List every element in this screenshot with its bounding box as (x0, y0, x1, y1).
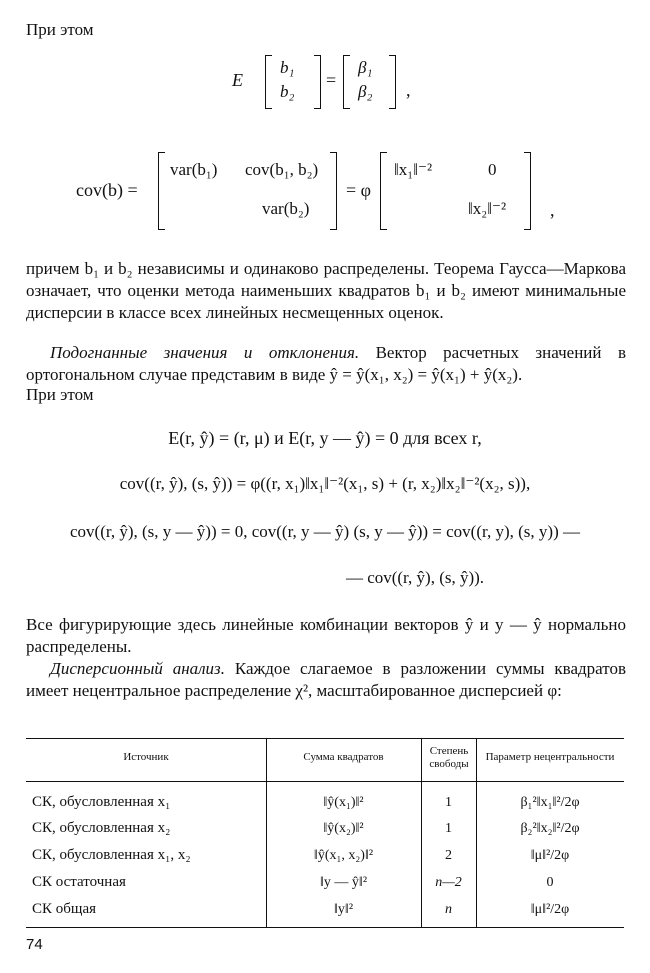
bracket-left (380, 152, 387, 230)
bracket-right (314, 55, 321, 109)
cell-df: n (445, 902, 452, 917)
paragraph-body: Вектор расчетных значений в ортогональном случае представим в виде ŷ = ŷ(x₁, x₂) = ŷ(x₁) + ŷ(x₂). (26, 343, 626, 384)
bracket-right (330, 152, 337, 230)
cell-param: ‖μ‖²/2φ (530, 848, 570, 863)
formula1-E: E (232, 70, 243, 90)
header-degrees-of-freedom: Степень свободы (429, 745, 469, 770)
page-number: 74 (26, 936, 43, 953)
formula1-eq: = (326, 70, 337, 90)
paragraph-normal: Все фигурирующие здесь линейные комбинации векторов ŷ и y — ŷ нормально распределены. (26, 615, 626, 656)
vec-right-2: β₂ (358, 82, 373, 101)
bracket-left (265, 55, 272, 109)
header-divider (26, 781, 624, 782)
bracket-right (389, 55, 396, 109)
cell-df: n—2 (435, 875, 462, 890)
m1-r1c1: var(b₁) (170, 160, 218, 179)
equation-cov-tail: — cov((r, ŷ), (s, ŷ)). (345, 568, 485, 587)
cell-ss: ‖ŷ(x₂)‖² (323, 821, 364, 836)
cell-source: СК, обусловленная x₁, x₂ (32, 847, 191, 863)
vec-left-2: b₂ (280, 82, 295, 101)
cell-source: СК общая (32, 901, 96, 917)
cell-param: ‖μ‖²/2φ (530, 902, 570, 917)
cell-df: 2 (445, 848, 452, 863)
bracket-left (343, 55, 350, 109)
intro-text-2: При этом (26, 385, 94, 404)
header-source: Источник (123, 751, 169, 763)
paragraph-gauss-markov: причем b₁ и b₂ независимы и одинаково распределены. Теорема Гаусса—Маркова означает, что оценки метода наименьших квадратов b₁ и b₂ имеют минимальные дисперсии в классе всех линейных несмещенных оценок. (26, 259, 626, 322)
cell-ss: ‖ŷ(x₁)‖² (323, 795, 364, 810)
formula2-eq: = φ (346, 180, 372, 200)
m2-r2c2: ‖x₂‖⁻² (468, 199, 507, 218)
equation-expectations: E(r, ŷ) = (r, μ) и E(r, y — ŷ) = 0 для всех r, (168, 428, 482, 448)
bracket-right (524, 152, 531, 230)
header-noncentrality: Параметр нецентральности (485, 751, 615, 763)
cell-param: β₂²‖x₂‖²/2φ (520, 821, 580, 836)
equation-cov-residual: cov((r, ŷ), (s, y — ŷ)) = 0, cov((r, y — ŷ) (s, y — ŷ)) = cov((r, y), (s, y)) — (70, 522, 580, 541)
cell-ss: ‖y‖² (333, 902, 354, 917)
cell-ss: ‖ŷ(x₁, x₂)‖² (313, 848, 374, 863)
anova-table (26, 738, 624, 928)
cell-param: 0 (546, 875, 554, 890)
bracket-left (158, 152, 165, 230)
equation-cov-fitted: cov((r, ŷ), (s, ŷ)) = φ((r, x₁)‖x₁‖⁻²(x₁, s) + (r, x₂)‖x₂‖⁻²(x₂, s)), (119, 474, 531, 493)
cell-source: СК остаточная (32, 874, 126, 890)
header-sum-of-squares: Сумма квадратов (303, 751, 384, 763)
paragraph-body: Каждое слагаемое в разложении суммы квадратов имеет нецентральное распределение χ², масштабированное дисперсией φ: (26, 659, 627, 700)
formula1-tail: , (406, 80, 411, 100)
m1-r2c2: var(b₂) (262, 199, 310, 218)
cell-df: 1 (445, 821, 452, 836)
intro-text: При этом (26, 20, 94, 39)
formula2-lhs: cov(b) = (76, 180, 138, 200)
formula2-tail: , (550, 200, 555, 220)
cell-param: β₁²‖x₁‖²/2φ (520, 795, 580, 810)
m2-r1c1: ‖x₁‖⁻² (394, 160, 433, 179)
paragraph-heading: Подогнанные значения и отклонения. (50, 343, 360, 362)
vec-left-1: b₁ (280, 58, 295, 77)
paragraph-anova (26, 658, 626, 702)
paragraph-heading: Дисперсионный анализ. (50, 659, 225, 678)
cell-ss: ‖y — ŷ‖² (319, 875, 368, 890)
cell-source: СК, обусловленная x₂ (32, 820, 171, 836)
m1-r1c2: cov(b₁, b₂) (245, 160, 319, 179)
cell-source: СК, обусловленная x₁ (32, 794, 171, 810)
cell-df: 1 (445, 795, 452, 810)
m2-r1c2: 0 (488, 160, 497, 179)
vec-right-1: β₁ (358, 58, 373, 77)
paragraph-fitted-values (26, 342, 626, 386)
